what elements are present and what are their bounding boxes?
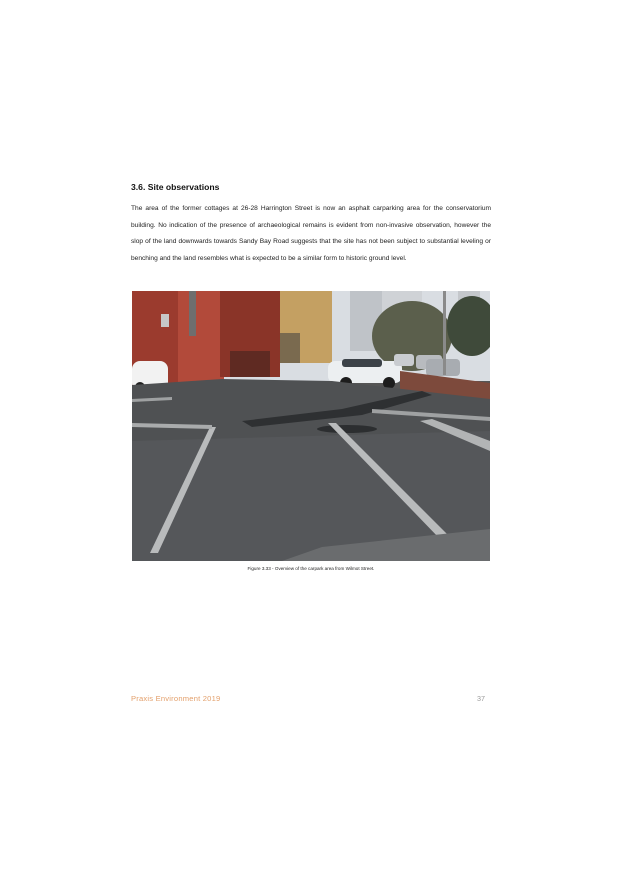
carpark-photo xyxy=(132,291,490,561)
footer-organization: Praxis Environment 2019 xyxy=(131,694,221,703)
figure-caption: Figure 3.33 - Overview of the carpark area from Wilmot Street. xyxy=(247,566,375,571)
page-number: 37 xyxy=(477,694,485,703)
section-heading: 3.6. Site observations xyxy=(131,182,220,192)
photo-light-pole xyxy=(443,291,446,375)
body-paragraph: The area of the former cottages at 26-28 Harrington Street is now an asphalt carparking area for the conservatorium building. No indication of the presence of archaeological remains is evident from non-invasive observation, however the slop of the land downwards towards Sandy Bay Road suggests that the site has not been subject to substantial leveling or benching and the land resembles what is expected to be a similar form to historic ground level. xyxy=(131,205,491,262)
